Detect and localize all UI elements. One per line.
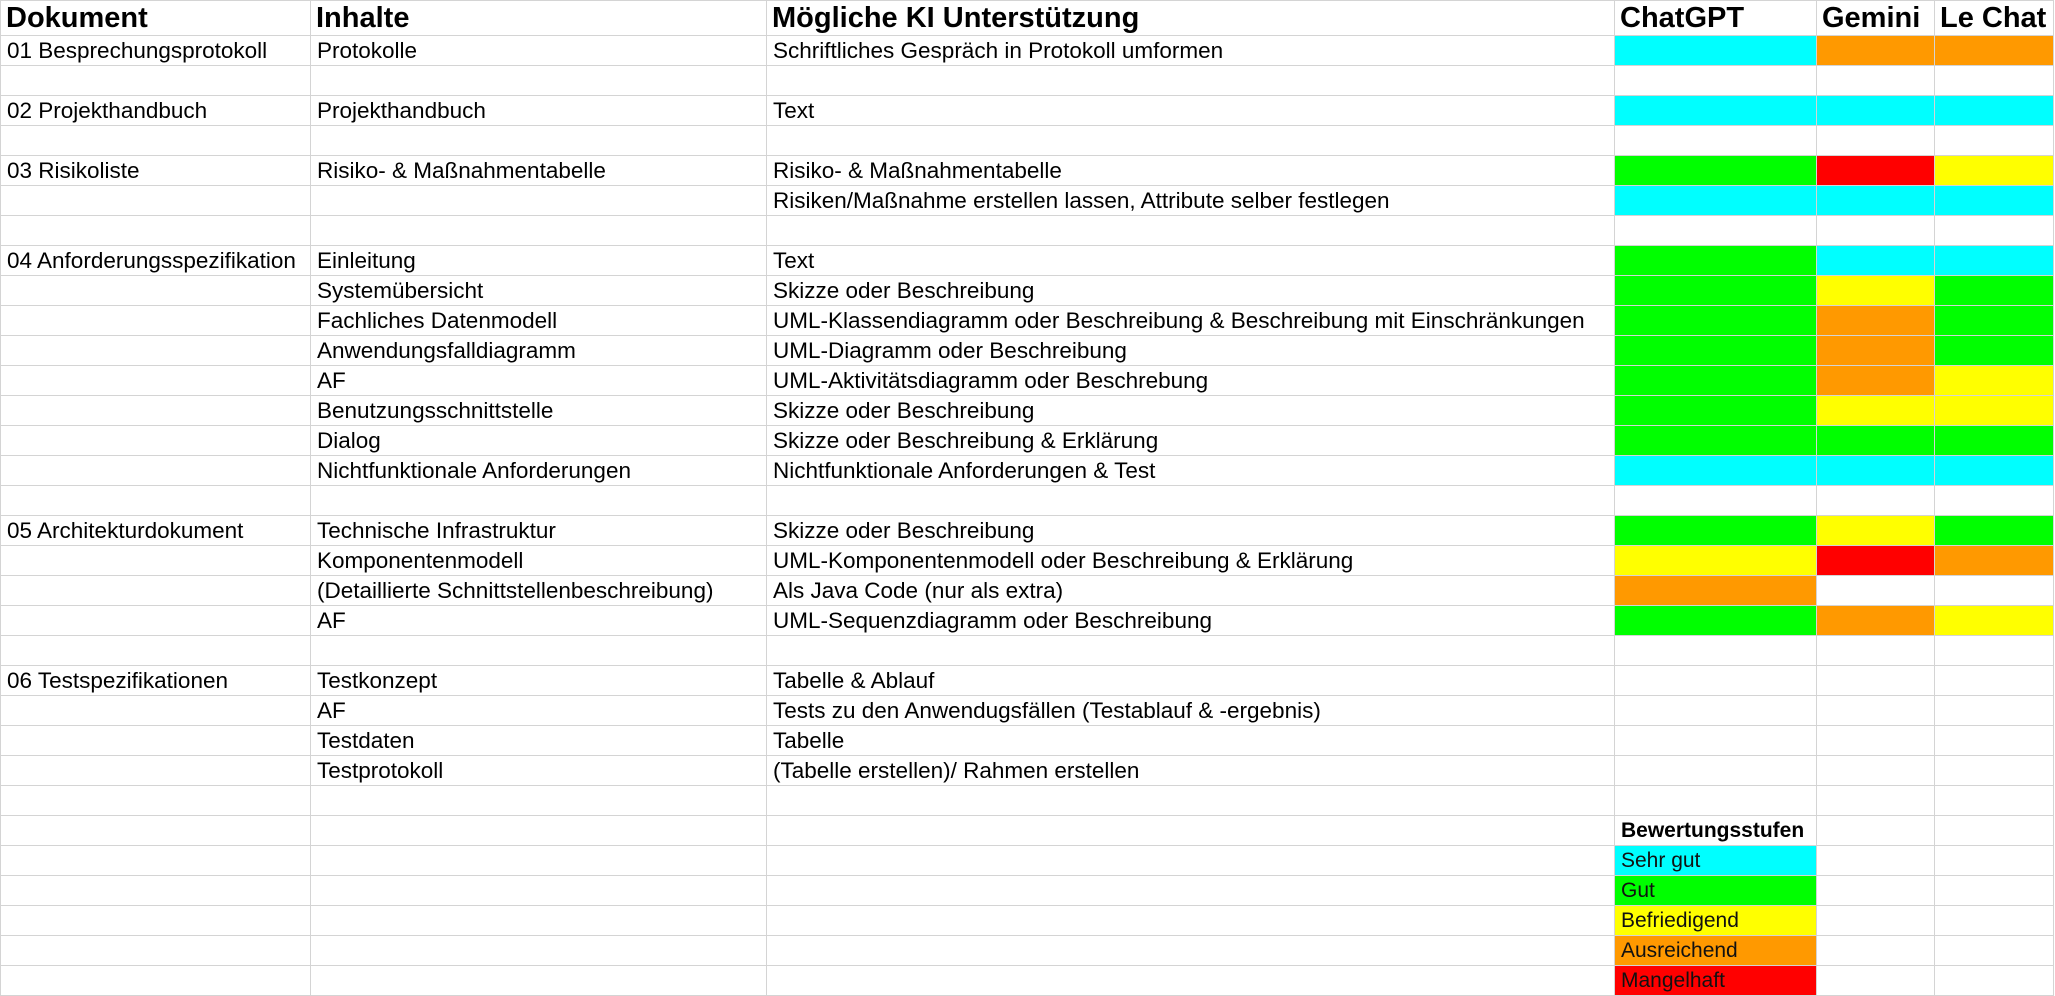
table-row (1, 276, 2054, 306)
ki-unterstuetzung-cell[interactable]: Risiken/Maßnahme erstellen lassen, Attribute selber festlegen (767, 186, 1615, 216)
inhalte-cell[interactable]: Fachliches Datenmodell (311, 306, 767, 336)
chatgpt-rating-cell[interactable] (1615, 786, 1817, 816)
table-row (1, 636, 2054, 666)
inhalte-cell[interactable]: Technische Infrastruktur (311, 516, 767, 546)
empty-cell[interactable] (1935, 876, 2054, 906)
le-chat-rating-cell[interactable] (1935, 246, 2054, 276)
ki-unterstuetzung-cell[interactable]: Risiko- & Maßnahmentabelle (767, 156, 1615, 186)
dokument-cell[interactable] (1, 426, 311, 456)
chatgpt-rating-cell[interactable] (1615, 36, 1817, 66)
table-row (1, 756, 2054, 786)
dokument-cell[interactable] (1, 786, 311, 816)
table-row (1, 426, 2054, 456)
chatgpt-rating-cell[interactable] (1615, 756, 1817, 786)
chatgpt-rating-cell[interactable] (1615, 696, 1817, 726)
ki-unterstuetzung-cell[interactable]: UML-Diagramm oder Beschreibung (767, 336, 1615, 366)
dokument-cell[interactable] (1, 606, 311, 636)
legend-title[interactable]: Bewertungsstufen (1615, 816, 1817, 846)
gemini-rating-cell[interactable] (1817, 546, 1935, 576)
dokument-cell[interactable] (1, 216, 311, 246)
ki-unterstuetzung-cell[interactable] (767, 126, 1615, 156)
header-row (1, 1, 2054, 36)
le-chat-rating-cell[interactable] (1935, 486, 2054, 516)
inhalte-cell[interactable] (311, 66, 767, 96)
ki-unterstuetzung-cell[interactable] (767, 66, 1615, 96)
le-chat-rating-cell[interactable] (1935, 186, 2054, 216)
dokument-cell[interactable] (1, 546, 311, 576)
le-chat-rating-cell[interactable] (1935, 276, 2054, 306)
gemini-rating-cell[interactable] (1817, 336, 1935, 366)
chatgpt-rating-cell[interactable] (1615, 576, 1817, 606)
ki-unterstuetzung-cell[interactable] (767, 786, 1615, 816)
empty-cell[interactable] (1935, 906, 2054, 936)
empty-cell[interactable] (1, 876, 311, 906)
chatgpt-rating-cell[interactable] (1615, 636, 1817, 666)
inhalte-cell[interactable] (311, 486, 767, 516)
ki-unterstuetzung-cell[interactable]: Nichtfunktionale Anforderungen & Test (767, 456, 1615, 486)
gemini-rating-cell[interactable] (1817, 186, 1935, 216)
inhalte-cell[interactable] (311, 636, 767, 666)
dokument-cell[interactable]: 03 Risikoliste (1, 156, 311, 186)
inhalte-cell[interactable] (311, 186, 767, 216)
chatgpt-rating-cell[interactable] (1615, 126, 1817, 156)
table-row (1, 306, 2054, 336)
empty-cell[interactable] (767, 846, 1615, 876)
dokument-cell[interactable] (1, 576, 311, 606)
le-chat-rating-cell[interactable] (1935, 576, 2054, 606)
empty-cell[interactable] (767, 936, 1615, 966)
ki-unterstuetzung-cell[interactable]: UML-Komponentenmodell oder Beschreibung & Erklärung (767, 546, 1615, 576)
table-row (1, 246, 2054, 276)
gemini-rating-cell[interactable] (1817, 666, 1935, 696)
empty-cell[interactable] (1, 846, 311, 876)
dokument-cell[interactable]: 05 Architekturdokument (1, 516, 311, 546)
dokument-cell[interactable] (1, 306, 311, 336)
ki-unterstuetzung-cell[interactable]: UML-Aktivitätsdiagramm oder Beschrebung (767, 366, 1615, 396)
dokument-cell[interactable] (1, 396, 311, 426)
ki-unterstuetzung-cell[interactable]: Tests zu den Anwendugsfällen (Testablauf & -ergebnis) (767, 696, 1615, 726)
ki-unterstuetzung-cell[interactable] (767, 636, 1615, 666)
chatgpt-rating-cell[interactable] (1615, 486, 1817, 516)
inhalte-cell[interactable]: Systemübersicht (311, 276, 767, 306)
chatgpt-rating-cell[interactable] (1615, 336, 1817, 366)
chatgpt-rating-cell[interactable] (1615, 396, 1817, 426)
empty-cell[interactable] (767, 906, 1615, 936)
gemini-rating-cell[interactable] (1817, 276, 1935, 306)
gemini-rating-cell[interactable] (1817, 36, 1935, 66)
dokument-cell[interactable] (1, 126, 311, 156)
dokument-cell[interactable] (1, 726, 311, 756)
legend-row (1, 966, 2054, 996)
chatgpt-rating-cell[interactable] (1615, 66, 1817, 96)
dokument-cell[interactable]: 06 Testspezifikationen (1, 666, 311, 696)
table-row (1, 726, 2054, 756)
empty-cell[interactable] (311, 816, 767, 846)
empty-cell[interactable] (311, 936, 767, 966)
dokument-cell[interactable]: 04 Anforderungsspezifikation (1, 246, 311, 276)
ki-unterstuetzung-cell[interactable]: Skizze oder Beschreibung & Erklärung (767, 426, 1615, 456)
inhalte-cell[interactable]: AF (311, 606, 767, 636)
ki-unterstuetzung-cell[interactable]: UML-Sequenzdiagramm oder Beschreibung (767, 606, 1615, 636)
le-chat-rating-cell[interactable] (1935, 786, 2054, 816)
header-cell-gemini[interactable]: Gemini (1817, 1, 1935, 36)
le-chat-rating-cell[interactable] (1935, 636, 2054, 666)
legend-item-orange[interactable]: Ausreichend (1615, 936, 1817, 966)
gemini-rating-cell[interactable] (1817, 66, 1935, 96)
empty-cell[interactable] (1, 816, 311, 846)
legend-row (1, 906, 2054, 936)
le-chat-rating-cell[interactable] (1935, 756, 2054, 786)
inhalte-cell[interactable]: Komponentenmodell (311, 546, 767, 576)
empty-cell[interactable] (1817, 816, 1935, 846)
inhalte-cell[interactable]: Protokolle (311, 36, 767, 66)
dokument-cell[interactable] (1, 486, 311, 516)
dokument-cell[interactable] (1, 366, 311, 396)
gemini-rating-cell[interactable] (1817, 366, 1935, 396)
chatgpt-rating-cell[interactable] (1615, 516, 1817, 546)
empty-cell[interactable] (767, 966, 1615, 996)
le-chat-rating-cell[interactable] (1935, 726, 2054, 756)
empty-cell[interactable] (1935, 936, 2054, 966)
chatgpt-rating-cell[interactable] (1615, 216, 1817, 246)
empty-cell[interactable] (1, 966, 311, 996)
empty-cell[interactable] (1817, 936, 1935, 966)
ki-unterstuetzung-cell[interactable]: Tabelle (767, 726, 1615, 756)
inhalte-cell[interactable]: AF (311, 696, 767, 726)
ki-unterstuetzung-cell[interactable]: (Tabelle erstellen)/ Rahmen erstellen (767, 756, 1615, 786)
table-row (1, 366, 2054, 396)
gemini-rating-cell[interactable] (1817, 786, 1935, 816)
ki-unterstuetzung-cell[interactable]: UML-Klassendiagramm oder Beschreibung & Beschreibung mit Einschränkungen (767, 306, 1615, 336)
sheet-body (1, 1, 2054, 996)
le-chat-rating-cell[interactable] (1935, 336, 2054, 366)
header-cell-le-chat[interactable]: Le Chat (1935, 1, 2054, 36)
chatgpt-rating-cell[interactable] (1615, 426, 1817, 456)
empty-cell[interactable] (1935, 816, 2054, 846)
inhalte-cell[interactable]: Testdaten (311, 726, 767, 756)
chatgpt-rating-cell[interactable] (1615, 546, 1817, 576)
le-chat-rating-cell[interactable] (1935, 516, 2054, 546)
empty-cell[interactable] (1, 936, 311, 966)
gemini-rating-cell[interactable] (1817, 486, 1935, 516)
gemini-rating-cell[interactable] (1817, 306, 1935, 336)
legend-item-red[interactable]: Mangelhaft (1615, 966, 1817, 996)
inhalte-cell[interactable]: AF (311, 366, 767, 396)
dokument-cell[interactable] (1, 66, 311, 96)
empty-cell[interactable] (311, 876, 767, 906)
gemini-rating-cell[interactable] (1817, 456, 1935, 486)
empty-cell[interactable] (1935, 966, 2054, 996)
table-row (1, 156, 2054, 186)
inhalte-cell[interactable]: Nichtfunktionale Anforderungen (311, 456, 767, 486)
chatgpt-rating-cell[interactable] (1615, 726, 1817, 756)
dokument-cell[interactable] (1, 276, 311, 306)
dokument-cell[interactable] (1, 636, 311, 666)
ki-unterstuetzung-cell[interactable]: Schriftliches Gespräch in Protokoll umformen (767, 36, 1615, 66)
gemini-rating-cell[interactable] (1817, 396, 1935, 426)
le-chat-rating-cell[interactable] (1935, 396, 2054, 426)
le-chat-rating-cell[interactable] (1935, 366, 2054, 396)
inhalte-cell[interactable]: Dialog (311, 426, 767, 456)
inhalte-cell[interactable]: Einleitung (311, 246, 767, 276)
table-row (1, 396, 2054, 426)
chatgpt-rating-cell[interactable] (1615, 246, 1817, 276)
gemini-rating-cell[interactable] (1817, 756, 1935, 786)
le-chat-rating-cell[interactable] (1935, 456, 2054, 486)
inhalte-cell[interactable]: Testkonzept (311, 666, 767, 696)
dokument-cell[interactable] (1, 456, 311, 486)
inhalte-cell[interactable] (311, 786, 767, 816)
chatgpt-rating-cell[interactable] (1615, 606, 1817, 636)
table-row (1, 456, 2054, 486)
dokument-cell[interactable] (1, 186, 311, 216)
gemini-rating-cell[interactable] (1817, 96, 1935, 126)
le-chat-rating-cell[interactable] (1935, 66, 2054, 96)
table-row (1, 336, 2054, 366)
ki-unterstuetzung-cell[interactable]: Skizze oder Beschreibung (767, 276, 1615, 306)
table-row (1, 576, 2054, 606)
empty-cell[interactable] (311, 846, 767, 876)
empty-cell[interactable] (1935, 846, 2054, 876)
legend-row (1, 846, 2054, 876)
gemini-rating-cell[interactable] (1817, 126, 1935, 156)
inhalte-cell[interactable] (311, 216, 767, 246)
table-row (1, 786, 2054, 816)
le-chat-rating-cell[interactable] (1935, 156, 2054, 186)
dokument-cell[interactable] (1, 696, 311, 726)
gemini-rating-cell[interactable] (1817, 726, 1935, 756)
le-chat-rating-cell[interactable] (1935, 546, 2054, 576)
le-chat-rating-cell[interactable] (1935, 666, 2054, 696)
table-row (1, 126, 2054, 156)
table-row (1, 486, 2054, 516)
gemini-rating-cell[interactable] (1817, 156, 1935, 186)
chatgpt-rating-cell[interactable] (1615, 96, 1817, 126)
header-cell-dokument[interactable]: Dokument (1, 1, 311, 36)
table-row (1, 36, 2054, 66)
empty-cell[interactable] (311, 966, 767, 996)
inhalte-cell[interactable]: Testprotokoll (311, 756, 767, 786)
gemini-rating-cell[interactable] (1817, 606, 1935, 636)
header-cell-ki-unterstuetzung[interactable]: Mögliche KI Unterstützung (767, 1, 1615, 36)
chatgpt-rating-cell[interactable] (1615, 666, 1817, 696)
table-row (1, 216, 2054, 246)
le-chat-rating-cell[interactable] (1935, 216, 2054, 246)
empty-cell[interactable] (767, 876, 1615, 906)
legend-item-yellow[interactable]: Befriedigend (1615, 906, 1817, 936)
ki-unterstuetzung-cell[interactable] (767, 216, 1615, 246)
table-row (1, 96, 2054, 126)
table-row (1, 186, 2054, 216)
legend-row (1, 876, 2054, 906)
chatgpt-rating-cell[interactable] (1615, 456, 1817, 486)
table-row (1, 66, 2054, 96)
empty-cell[interactable] (1817, 906, 1935, 936)
ki-unterstuetzung-cell[interactable]: Als Java Code (nur als extra) (767, 576, 1615, 606)
inhalte-cell[interactable]: Anwendungsfalldiagramm (311, 336, 767, 366)
legend-title-row (1, 816, 2054, 846)
empty-cell[interactable] (1, 906, 311, 936)
gemini-rating-cell[interactable] (1817, 516, 1935, 546)
table-row (1, 516, 2054, 546)
le-chat-rating-cell[interactable] (1935, 96, 2054, 126)
gemini-rating-cell[interactable] (1817, 426, 1935, 456)
legend-row (1, 936, 2054, 966)
inhalte-cell[interactable] (311, 126, 767, 156)
legend-item-green[interactable]: Gut (1615, 876, 1817, 906)
header-cell-chatgpt[interactable]: ChatGPT (1615, 1, 1817, 36)
ki-unterstuetzung-cell[interactable]: Text (767, 96, 1615, 126)
gemini-rating-cell[interactable] (1817, 246, 1935, 276)
table-row (1, 666, 2054, 696)
chatgpt-rating-cell[interactable] (1615, 156, 1817, 186)
chatgpt-rating-cell[interactable] (1615, 186, 1817, 216)
dokument-cell[interactable]: 02 Projekthandbuch (1, 96, 311, 126)
ki-unterstuetzung-cell[interactable] (767, 486, 1615, 516)
dokument-cell[interactable] (1, 336, 311, 366)
header-cell-inhalte[interactable]: Inhalte (311, 1, 767, 36)
le-chat-rating-cell[interactable] (1935, 126, 2054, 156)
ki-unterstuetzung-cell[interactable]: Skizze oder Beschreibung (767, 516, 1615, 546)
chatgpt-rating-cell[interactable] (1615, 276, 1817, 306)
empty-cell[interactable] (1817, 846, 1935, 876)
le-chat-rating-cell[interactable] (1935, 696, 2054, 726)
empty-cell[interactable] (1817, 876, 1935, 906)
table-row (1, 606, 2054, 636)
gemini-rating-cell[interactable] (1817, 636, 1935, 666)
empty-cell[interactable] (311, 906, 767, 936)
inhalte-cell[interactable]: Risiko- & Maßnahmentabelle (311, 156, 767, 186)
table-row (1, 546, 2054, 576)
empty-cell[interactable] (1817, 966, 1935, 996)
legend-item-cyan[interactable]: Sehr gut (1615, 846, 1817, 876)
dokument-cell[interactable] (1, 756, 311, 786)
inhalte-cell[interactable]: (Detaillierte Schnittstellenbeschreibung) (311, 576, 767, 606)
le-chat-rating-cell[interactable] (1935, 306, 2054, 336)
chatgpt-rating-cell[interactable] (1615, 366, 1817, 396)
inhalte-cell[interactable]: Benutzungsschnittstelle (311, 396, 767, 426)
gemini-rating-cell[interactable] (1817, 696, 1935, 726)
gemini-rating-cell[interactable] (1817, 216, 1935, 246)
ki-unterstuetzung-cell[interactable]: Tabelle & Ablauf (767, 666, 1615, 696)
dokument-cell[interactable]: 01 Besprechungsprotokoll (1, 36, 311, 66)
le-chat-rating-cell[interactable] (1935, 36, 2054, 66)
chatgpt-rating-cell[interactable] (1615, 306, 1817, 336)
empty-cell[interactable] (767, 816, 1615, 846)
le-chat-rating-cell[interactable] (1935, 606, 2054, 636)
ki-unterstuetzung-cell[interactable]: Skizze oder Beschreibung (767, 396, 1615, 426)
ki-unterstuetzung-cell[interactable]: Text (767, 246, 1615, 276)
inhalte-cell[interactable]: Projekthandbuch (311, 96, 767, 126)
gemini-rating-cell[interactable] (1817, 576, 1935, 606)
table-row (1, 696, 2054, 726)
le-chat-rating-cell[interactable] (1935, 426, 2054, 456)
